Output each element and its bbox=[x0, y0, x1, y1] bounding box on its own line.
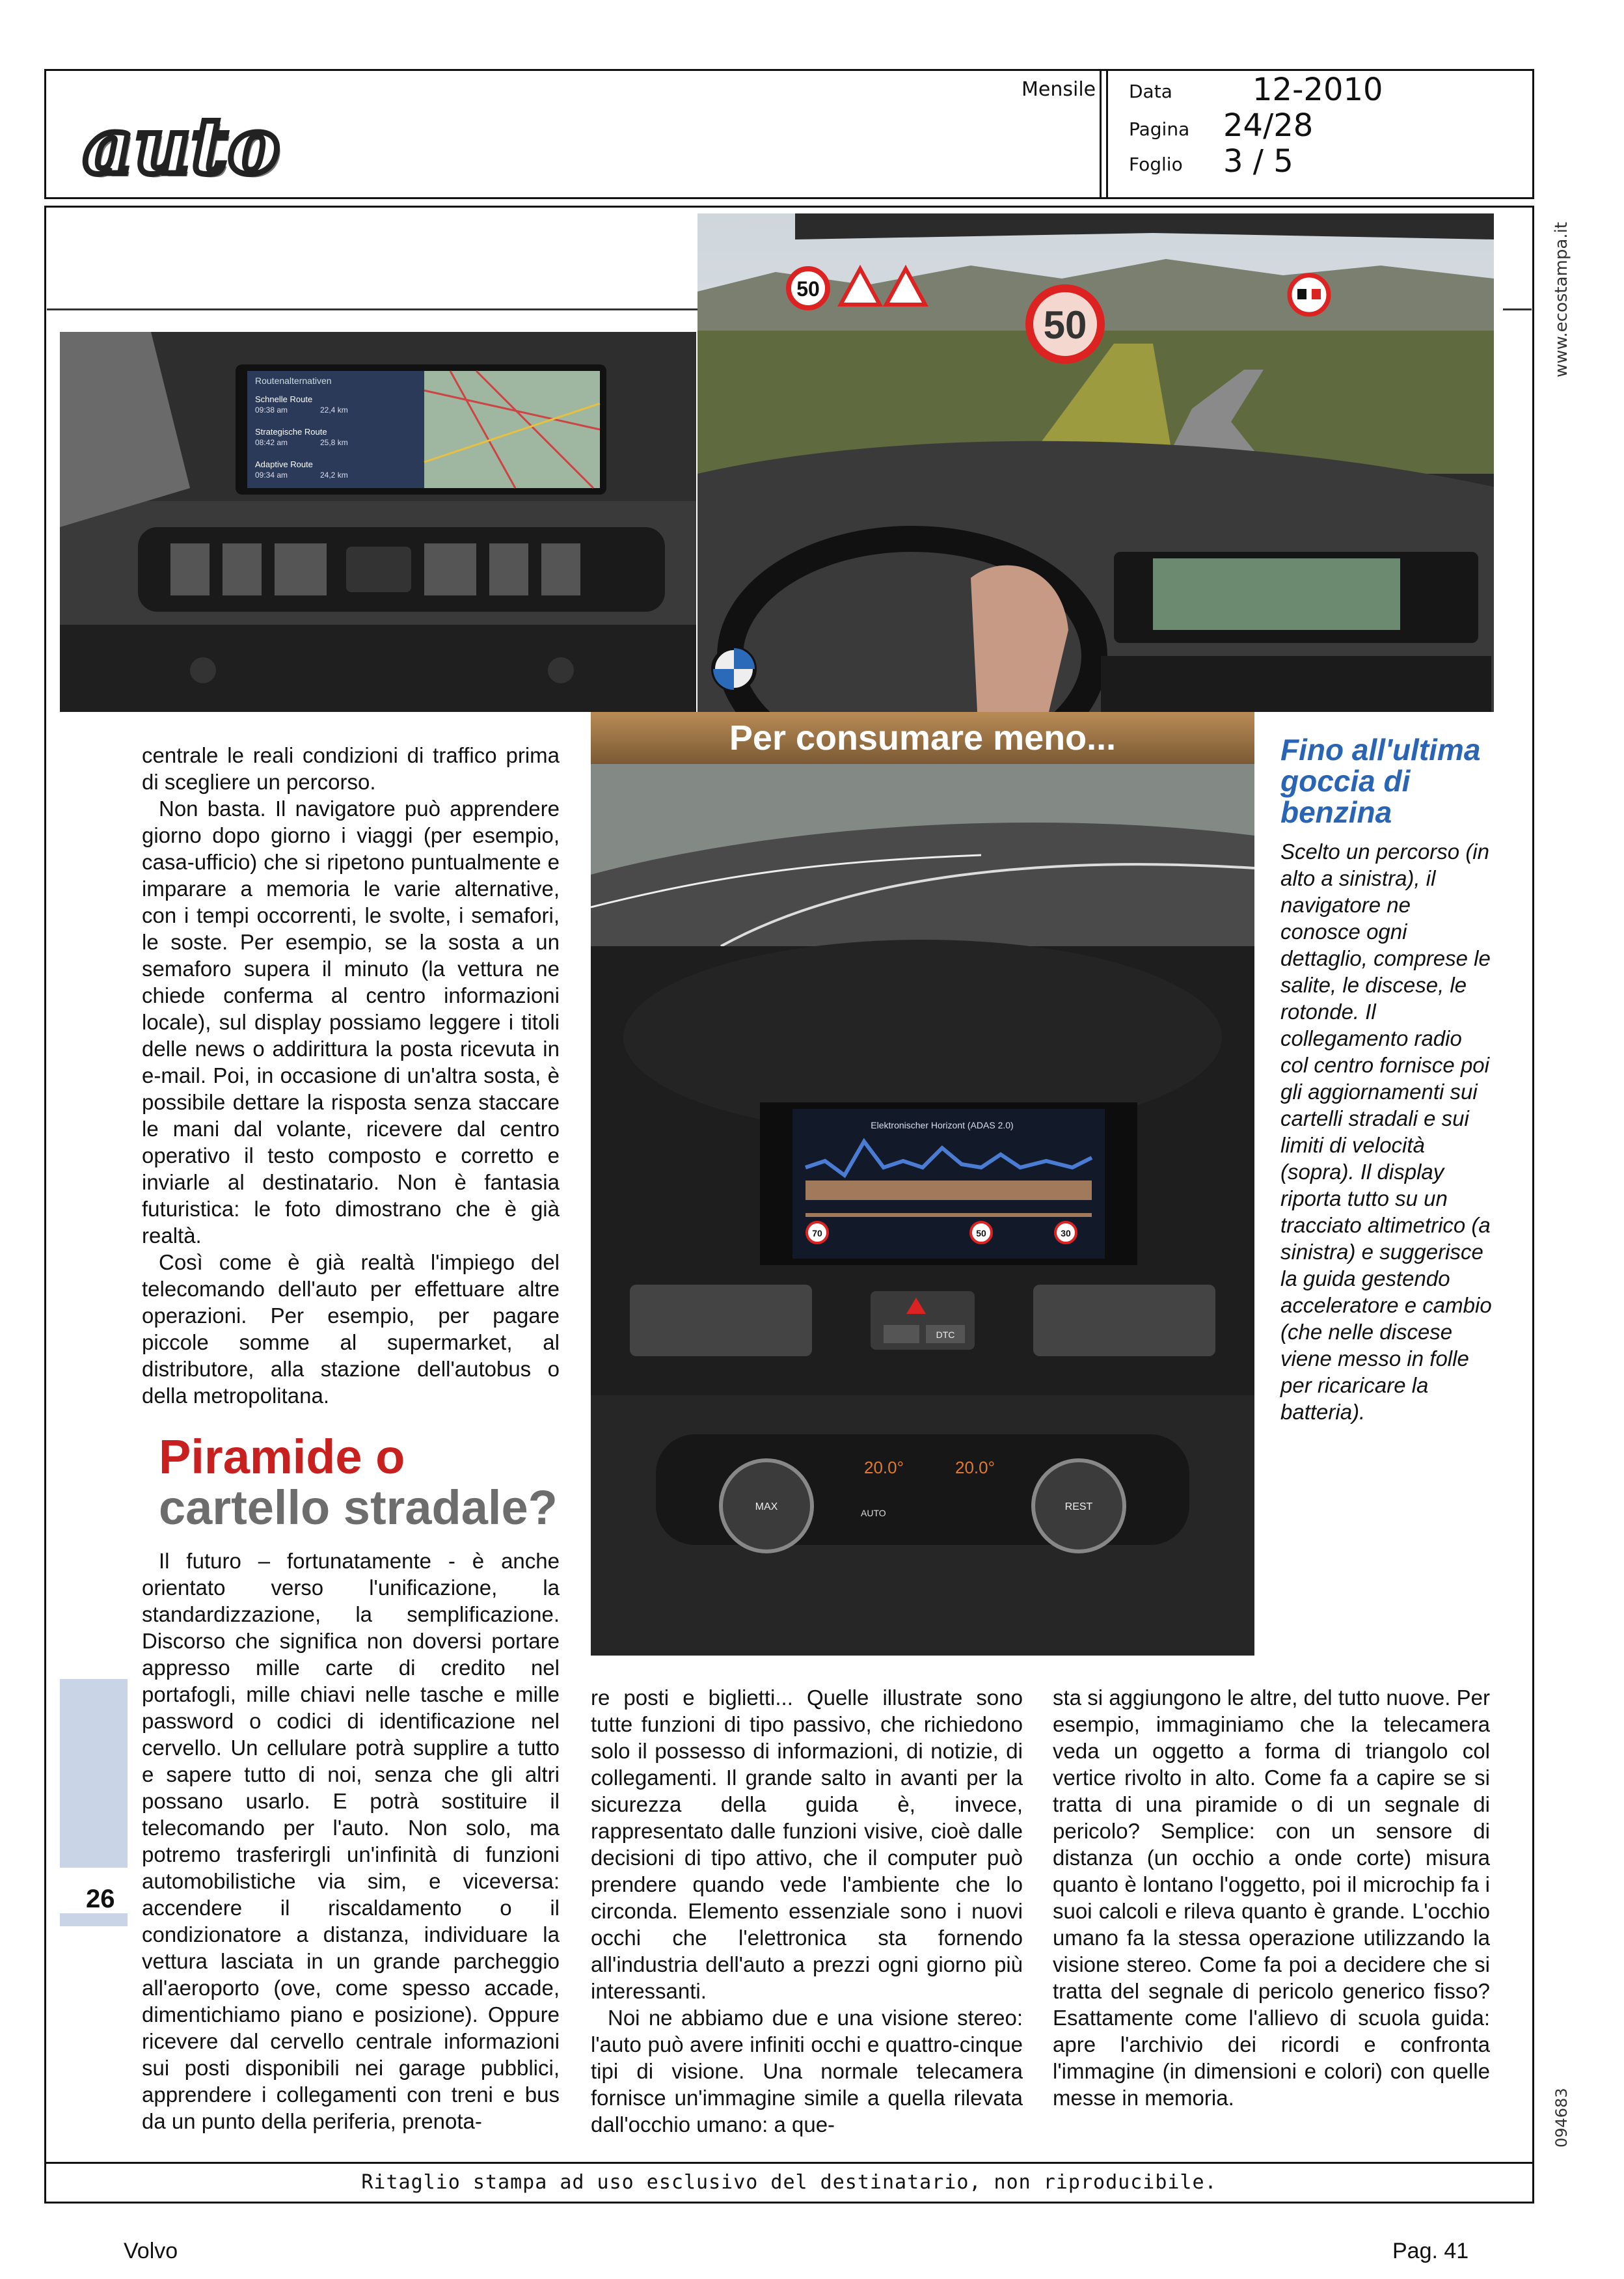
article-column-1-continued bbox=[142, 1548, 560, 2135]
sidebar-title: Fino all'ultima goccia di benzina bbox=[1280, 733, 1481, 829]
sidebar-body: Scelto un percorso (in alto a sinistra), il navigatore ne conosce ogni dettaglio, comprese le salite, le discese, le rotonde. Il collegamento radio col centro fornisce poi gli aggiornamenti sui cartelli stradali e sui limiti di velocità (sopra). Il display riporta tutto su un tracciato altimetrico (a sinistra) e suggerisce la guida gestendo acceleratore e cambio (che nelle discese viene messo in folle per ricaricare la batteria). bbox=[1280, 839, 1492, 1424]
photo-eco-display bbox=[591, 712, 1254, 1656]
page-number: 26 bbox=[86, 1885, 115, 1913]
eco-speed-label: 70 bbox=[812, 1228, 822, 1238]
footer-rule bbox=[44, 2162, 1534, 2164]
temp-left: 20.0° bbox=[864, 1458, 904, 1477]
paragraph: re posti e biglietti... Quelle illustrate sono tutte funzioni di tipo passivo, che richiedono solo il possesso di informazioni, di notizie, di collegamenti. Il grande salto in avanti per la sicurezza della guida è, invece, rappresentato dalle funzioni visive, cioè dalle decisioni di tipo attivo, che il computer può prendere quando vede l'ambiente che lo circonda. Elemento essenziale sono i nuovi occhi che l'elettronica sta fornendo all'industria dell'auto a prezzi ogni giorno più interessanti. bbox=[591, 1685, 1023, 2003]
nav-route-dist: 24,2 km bbox=[320, 471, 348, 480]
temp-right: 20.0° bbox=[955, 1458, 995, 1477]
heading-line: cartello stradale? bbox=[159, 1481, 558, 1535]
footer-client: Volvo bbox=[124, 2239, 178, 2263]
heading-line: Piramide o bbox=[159, 1430, 405, 1484]
date-value: 12-2010 bbox=[1252, 72, 1383, 108]
footer-page: Pag. 41 bbox=[1392, 2239, 1469, 2263]
paragraph: Noi ne abbiamo due e una visione stereo: l'auto può avere infiniti occhi e quattro-cinque tipi di visione. Una normale telecamera fornisce un'immagine simile a quella rilevata dall'occhio umano: a que- bbox=[591, 2006, 1023, 2136]
max-button-label: MAX bbox=[755, 1501, 778, 1512]
copyright-notice: Ritaglio stampa ad uso esclusivo del destinatario, non riproducibile. bbox=[361, 2171, 1217, 2194]
article-column-1 bbox=[142, 742, 560, 1409]
nav-route-name: Strategische Route bbox=[255, 427, 327, 437]
eco-banner: Per consumare meno... bbox=[729, 718, 1116, 757]
rest-button-label: REST bbox=[1064, 1501, 1093, 1512]
sheet-value: 3 / 5 bbox=[1223, 143, 1293, 180]
paragraph: Il futuro – fortunatamente - è anche orientato verso l'unificazione, la standardizzazione, la semplificazione. Discorso che significa non doversi portare appresso mille carte di credito nel portafogli, mille chiavi nelle tasche e mille password o codici di identificazione nel cervello. Un cellulare potrà supplire a tutto e sapere tutto di noi, senza che gli altri possano usarlo. E potrà sostituire il telecomando per l'auto. Non solo, ma potremo trasferirgli un'infinità di funzioni automobilistiche via sim, e viceversa: accendere il riscaldamento o il condizionatore a distanza, individuare la vettura lasciata in un grande parcheggio all'aeroporto (ove, come spesso accade, dimentichiamo piano e posizione). Oppure ricevere dal cervello centrale informazioni sui posti disponibili nei garage pubblici, apprendere i collegamenti con treni e bus da un punto della periferia, prenota- bbox=[142, 1549, 560, 2133]
page-value: 24/28 bbox=[1223, 107, 1314, 144]
top-rule bbox=[1503, 308, 1532, 310]
nav-route-name: Schnelle Route bbox=[255, 394, 313, 404]
article-column-3 bbox=[1053, 1684, 1490, 2111]
header-divider bbox=[1100, 69, 1102, 199]
eco-screen-title: Elektronischer Horizont (ADAS 2.0) bbox=[871, 1120, 1014, 1130]
auto-button-label: AUTO bbox=[861, 1508, 886, 1518]
paragraph: sta si aggiungono le altre, del tutto nuove. Per esempio, immaginiamo che la telecamera veda un oggetto a forma di triangolo col vertice rivolto in alto. Come fa a capire se si tratta di una piramide o di un segnale di pericolo? Semplice: con un sensore di distanza (un occhio a onde corte) misura quanto è lontano l'oggetto, poi il microchip fa i suoi calcoli e rileva quanto è grande. L'occhio umano fa la stessa operazione utilizzando la visione stereo. Come fa poi a decidere che si tratta del segnale di pericolo generico fisso? Esattamente come l'allievo di scuola guida: apre l'archivio dei ricordi e confronta l'immagine (in dimensioni e colori) con quelle messe in memoria. bbox=[1053, 1685, 1490, 2110]
paragraph: centrale le reali condizioni di traffico prima di scegliere un percorso. bbox=[142, 743, 560, 794]
frequency-label: Mensile bbox=[1022, 78, 1096, 101]
speed-sign-large: 50 bbox=[1043, 303, 1087, 347]
speed-sign-small: 50 bbox=[796, 277, 820, 301]
sheet-label: Foglio bbox=[1129, 154, 1183, 175]
nav-route-dist: 25,8 km bbox=[320, 438, 348, 447]
eco-speed-label: 30 bbox=[1061, 1228, 1071, 1238]
dtc-button-label: DTC bbox=[936, 1330, 955, 1340]
header-divider bbox=[1106, 69, 1108, 199]
nav-route-time: 08:42 am bbox=[255, 438, 288, 447]
nav-route-name: Adaptive Route bbox=[255, 459, 313, 469]
eco-speed-label: 50 bbox=[976, 1228, 986, 1238]
nav-route-time: 09:38 am bbox=[255, 405, 288, 415]
date-label: Data bbox=[1129, 81, 1172, 102]
nav-route-time: 09:34 am bbox=[255, 471, 288, 480]
top-rule bbox=[47, 308, 697, 310]
photo-road-view bbox=[697, 213, 1494, 712]
article-column-2 bbox=[591, 1684, 1023, 2138]
paragraph: Non basta. Il navigatore può apprendere giorno dopo giorno i viaggi (per esempio, casa-ufficio) che si ripetono puntualmente e imparare a memoria le varie alternative, con i tempi occorrenti, le svolte, i semafori, le soste. Per esempio, se la sosta a un semaforo supera il minuto (la vettura ne chiede conferma al centro informazioni locale), sul display possiamo leggere i titoli delle news o addirittura la posta ricevuta in e-mail. Poi, in occasione di un'altra sosta, è possibile dettare la risposta senza staccare le mani dal volante, ricevere dal centro operativo il testo composto e corretto e inviarle al destinatario. Non è fantasia futuristica: le foto dimostrano che è già realtà. bbox=[142, 797, 560, 1248]
page-label: Pagina bbox=[1129, 118, 1190, 140]
publication-logo: auto bbox=[83, 101, 281, 191]
clipping-code: 094683 bbox=[1552, 2088, 1571, 2148]
section-heading bbox=[159, 1432, 558, 1533]
paragraph: Così come è già realtà l'impiego del telecomando dell'auto per effettuare altre operazioni. Per esempio, per pagare piccole somme al supermarket, al distributore, alla stazione dell'autobus o della metropolitana. bbox=[142, 1250, 560, 1408]
photo-navigation-screen bbox=[60, 332, 696, 712]
nav-route-dist: 22,4 km bbox=[320, 405, 348, 415]
source-url: www.ecostampa.it bbox=[1552, 222, 1571, 377]
nav-menu-title: Routenalternativen bbox=[255, 375, 332, 386]
